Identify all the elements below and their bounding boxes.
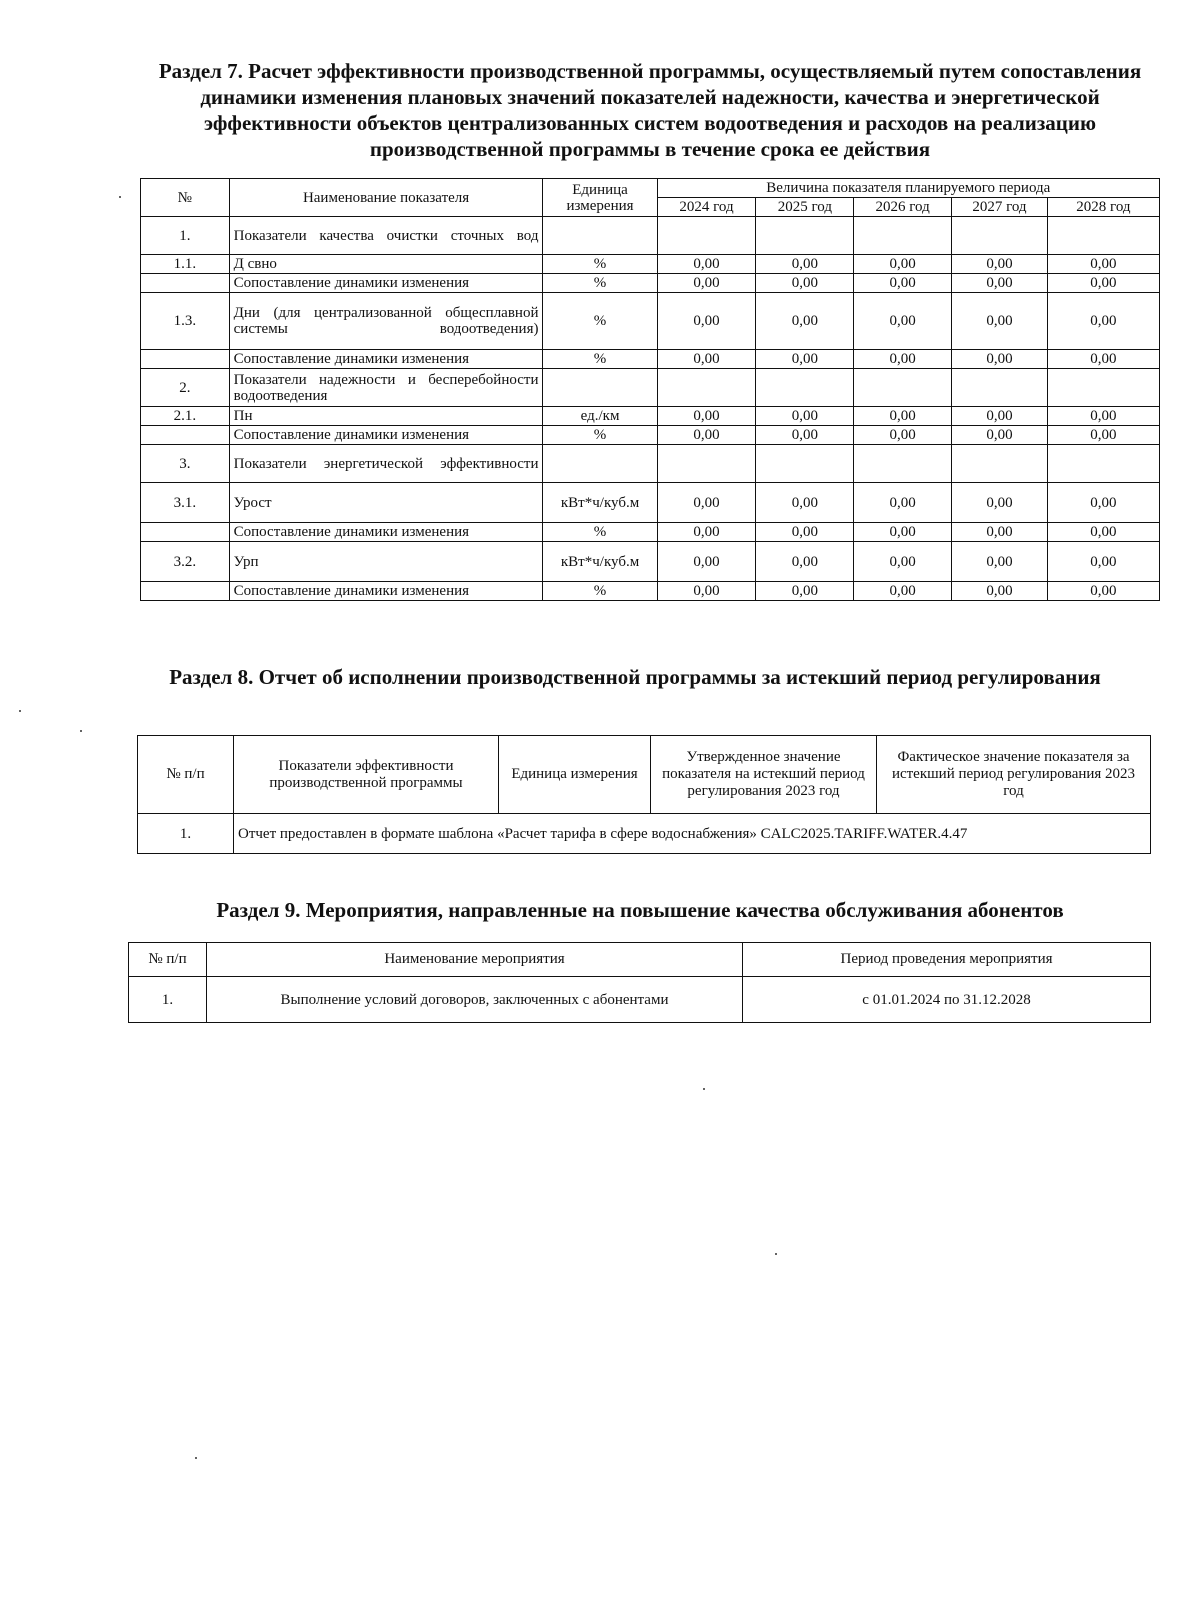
row-value: 0,00 — [657, 542, 756, 582]
row-indicator-name: Сопоставление динамики изменения — [229, 274, 543, 293]
table-row — [141, 293, 1160, 350]
row-unit: % — [543, 293, 657, 350]
row-no: 1. — [141, 217, 230, 255]
row-value: 0,00 — [952, 483, 1048, 523]
header-approved: Утвержденное значение показателя на истекший период регулирования 2023 год — [651, 736, 877, 814]
row-no — [141, 582, 230, 601]
row-value — [756, 217, 854, 255]
row-value: 0,00 — [1047, 542, 1159, 582]
row-no: 1.1. — [141, 255, 230, 274]
section-8-heading: Раздел 8. Отчет об исполнении производственной программы за истекший период регулирования — [169, 665, 1101, 689]
table-row — [141, 217, 1160, 255]
row-value: 0,00 — [1047, 407, 1159, 426]
row-value: 0,00 — [1047, 293, 1159, 350]
row-event-period: с 01.01.2024 по 31.12.2028 — [743, 977, 1151, 1023]
row-value — [1047, 217, 1159, 255]
scan-speck — [119, 196, 121, 198]
section-7-heading: Раздел 7. Расчет эффективности производственной программы, осуществляемый путем сопоставления динамики изменения плановых значений показателей надежности, качества и энергетической эффективности объектов централизованных систем водоотведения и расходов на реализацию производственной программы в течение срока ее действия — [158, 59, 1142, 161]
header-unit: Единица измерения — [499, 736, 651, 814]
table-row — [141, 426, 1160, 445]
row-value: 0,00 — [756, 255, 854, 274]
header-year: 2026 год — [854, 198, 952, 217]
header-no: № — [141, 179, 230, 217]
header-name: Показатели эффективности производственной программы — [234, 736, 499, 814]
row-unit: кВт*ч/куб.м — [543, 542, 657, 582]
header-year: 2028 год — [1047, 198, 1159, 217]
row-report-text: Отчет предоставлен в формате шаблона «Расчет тарифа в сфере водоснабжения» CALC2025.TARIFF.WATER.4.47 — [234, 814, 1151, 854]
row-unit: % — [543, 350, 657, 369]
row-unit — [543, 445, 657, 483]
header-no: № п/п — [129, 943, 207, 977]
row-value: 0,00 — [952, 350, 1048, 369]
section-8-table — [137, 735, 1151, 854]
row-value: 0,00 — [1047, 523, 1159, 542]
row-value — [952, 217, 1048, 255]
header-actual: Фактическое значение показателя за истекший период регулирования 2023 год — [877, 736, 1151, 814]
row-no: 1.3. — [141, 293, 230, 350]
header-period: Величина показателя планируемого периода — [657, 179, 1159, 198]
row-value: 0,00 — [952, 407, 1048, 426]
row-value: 0,00 — [756, 274, 854, 293]
row-value — [756, 369, 854, 407]
row-indicator-name: Сопоставление динамики изменения — [229, 426, 543, 445]
row-value: 0,00 — [952, 255, 1048, 274]
row-no — [141, 523, 230, 542]
scan-speck — [195, 1457, 197, 1459]
section-7-table-body — [141, 217, 1160, 601]
header-year: 2025 год — [756, 198, 854, 217]
row-indicator-name: Показатели энергетической эффективности — [229, 445, 543, 483]
row-value — [952, 369, 1048, 407]
row-value: 0,00 — [952, 582, 1048, 601]
header-year: 2024 год — [657, 198, 756, 217]
row-value: 0,00 — [854, 293, 952, 350]
row-value — [657, 217, 756, 255]
row-value: 0,00 — [756, 426, 854, 445]
header-unit: Единица измерения — [543, 179, 657, 217]
row-value: 0,00 — [756, 350, 854, 369]
row-indicator-name: Сопоставление динамики изменения — [229, 523, 543, 542]
row-value: 0,00 — [854, 582, 952, 601]
row-value: 0,00 — [1047, 255, 1159, 274]
row-unit: % — [543, 582, 657, 601]
row-value: 0,00 — [854, 350, 952, 369]
header-name: Наименование показателя — [229, 179, 543, 217]
row-value: 0,00 — [952, 523, 1048, 542]
scan-speck — [80, 730, 82, 732]
row-value: 0,00 — [756, 523, 854, 542]
row-value — [952, 445, 1048, 483]
table-row — [141, 407, 1160, 426]
row-value: 0,00 — [657, 483, 756, 523]
row-value — [854, 369, 952, 407]
section-9-header-row — [129, 943, 1151, 977]
row-value: 0,00 — [1047, 350, 1159, 369]
row-event-name: Выполнение условий договоров, заключенных с абонентами — [207, 977, 743, 1023]
row-value: 0,00 — [952, 274, 1048, 293]
row-value: 0,00 — [756, 407, 854, 426]
table-row — [141, 255, 1160, 274]
row-no — [141, 274, 230, 293]
row-value — [1047, 445, 1159, 483]
row-value: 0,00 — [1047, 582, 1159, 601]
header-no: № п/п — [138, 736, 234, 814]
row-value: 0,00 — [657, 426, 756, 445]
row-unit: % — [543, 523, 657, 542]
row-value: 0,00 — [657, 274, 756, 293]
row-indicator-name: Сопоставление динамики изменения — [229, 582, 543, 601]
row-indicator-name: Показатели надежности и бесперебойности водоотведения — [229, 369, 543, 407]
table-row — [141, 483, 1160, 523]
section-9-heading: Раздел 9. Мероприятия, направленные на повышение качества обслуживания абонентов — [216, 898, 1064, 922]
row-value — [1047, 369, 1159, 407]
row-no — [141, 350, 230, 369]
table-row — [141, 350, 1160, 369]
row-indicator-name: Урп — [229, 542, 543, 582]
row-value: 0,00 — [756, 582, 854, 601]
row-no: 2.1. — [141, 407, 230, 426]
section-8-header-row — [138, 736, 1151, 814]
row-indicator-name: Сопоставление динамики изменения — [229, 350, 543, 369]
row-value: 0,00 — [854, 523, 952, 542]
row-value: 0,00 — [657, 350, 756, 369]
row-value: 0,00 — [657, 407, 756, 426]
table-row — [141, 369, 1160, 407]
row-indicator-name: Показатели качества очистки сточных вод — [229, 217, 543, 255]
scan-speck — [775, 1253, 777, 1255]
row-unit — [543, 369, 657, 407]
row-value: 0,00 — [854, 274, 952, 293]
row-unit: % — [543, 426, 657, 445]
row-unit: кВт*ч/куб.м — [543, 483, 657, 523]
row-value: 0,00 — [657, 255, 756, 274]
row-indicator-name: Пн — [229, 407, 543, 426]
row-value — [854, 217, 952, 255]
header-year: 2027 год — [952, 198, 1048, 217]
header-name: Наименование мероприятия — [207, 943, 743, 977]
row-value: 0,00 — [854, 483, 952, 523]
table-row — [141, 582, 1160, 601]
table-row — [141, 523, 1160, 542]
row-value: 0,00 — [1047, 483, 1159, 523]
section-7-table — [140, 178, 1160, 601]
row-value: 0,00 — [854, 426, 952, 445]
row-value — [854, 445, 952, 483]
row-value: 0,00 — [657, 582, 756, 601]
header-period: Период проведения мероприятия — [743, 943, 1151, 977]
row-value: 0,00 — [952, 542, 1048, 582]
row-no — [141, 426, 230, 445]
row-indicator-name: Урост — [229, 483, 543, 523]
row-value — [657, 369, 756, 407]
scan-speck — [703, 1088, 705, 1090]
scan-speck — [19, 710, 21, 712]
table-row — [141, 445, 1160, 483]
row-indicator-name: Д свно — [229, 255, 543, 274]
row-value: 0,00 — [952, 293, 1048, 350]
row-value: 0,00 — [756, 293, 854, 350]
row-value — [756, 445, 854, 483]
row-value: 0,00 — [1047, 274, 1159, 293]
row-no: 3.1. — [141, 483, 230, 523]
row-value: 0,00 — [657, 293, 756, 350]
section-7-table-header — [141, 179, 1160, 217]
table-row — [141, 542, 1160, 582]
row-indicator-name: Дни (для централизованной общесплавной системы водоотведения) — [229, 293, 543, 350]
row-value: 0,00 — [756, 483, 854, 523]
row-unit — [543, 217, 657, 255]
row-no: 1. — [138, 814, 234, 854]
row-no: 2. — [141, 369, 230, 407]
row-unit: % — [543, 255, 657, 274]
row-value: 0,00 — [854, 542, 952, 582]
row-value — [657, 445, 756, 483]
row-unit: ед./км — [543, 407, 657, 426]
row-no: 1. — [129, 977, 207, 1023]
row-value: 0,00 — [854, 407, 952, 426]
row-value: 0,00 — [952, 426, 1048, 445]
row-no: 3. — [141, 445, 230, 483]
row-unit: % — [543, 274, 657, 293]
section-9-table — [128, 942, 1151, 1023]
row-no: 3.2. — [141, 542, 230, 582]
table-row — [141, 274, 1160, 293]
row-value: 0,00 — [657, 523, 756, 542]
table-row — [129, 977, 1151, 1023]
table-row — [138, 814, 1151, 854]
row-value: 0,00 — [1047, 426, 1159, 445]
row-value: 0,00 — [854, 255, 952, 274]
row-value: 0,00 — [756, 542, 854, 582]
